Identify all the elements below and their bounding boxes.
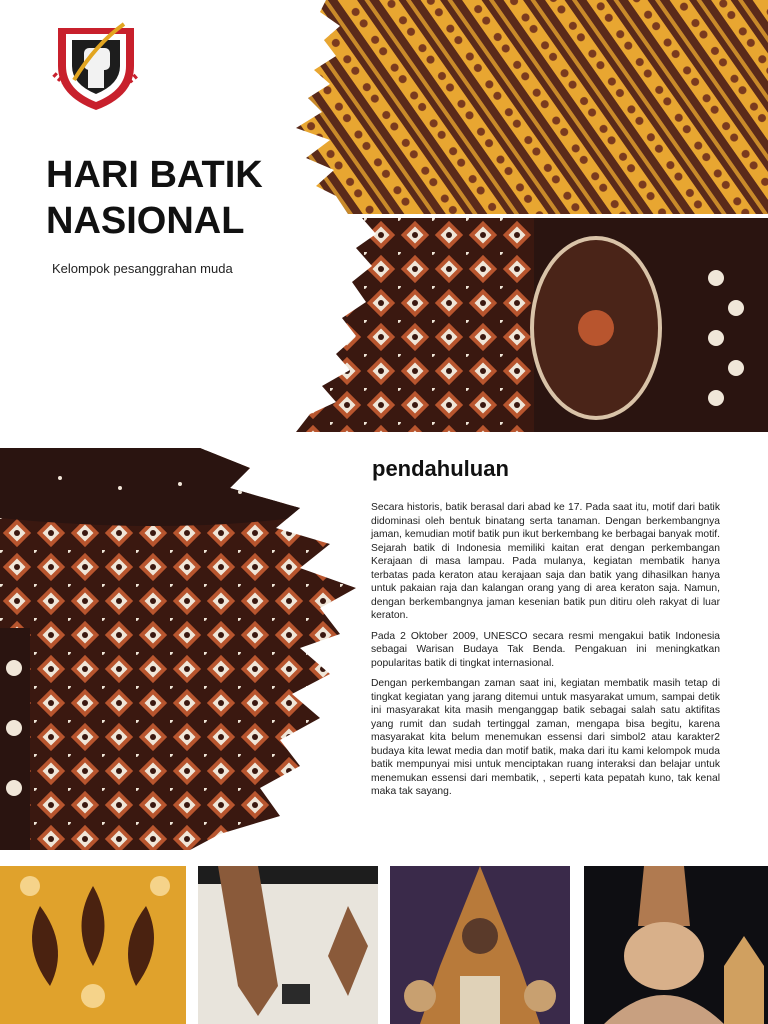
- batik-parang-image: [296, 0, 768, 214]
- page-title: [46, 152, 306, 244]
- paragraph: Dengan perkembangan zaman saat ini, kegiatan membatik masih tetap di tingkat kegiatan yang jarang ditemui untuk masyarakat umum, sampai detik ini masyarakat kita masih menganggap batik sebagai salah satu aktifitas yang rumit dan sudah tertinggal zaman, mengapa bisa begitu, karena masyarakat kita belum menemukan essensi dari simbol2 atau karakter2 budaya kita lewat media dan motif batik, maka dari itu kami kelompok muda batik mempunyai misi untuk menciptakan ruang interaksi dan belajar untuk menemukan essensi dari membatik, , seperti kata pepatah kuno, tak kenal maka tak sayang.: [371, 678, 720, 797]
- paragraph: Pada 2 Oktober 2009, UNESCO secara resmi mengakui batik Indonesia sebagai Warisan Budaya Tak Benda. Pengakuan ini meningkatkan popularitas batik di tingkat internasional.: [371, 630, 720, 669]
- page-subtitle: Kelompok pesanggrahan muda: [52, 261, 233, 276]
- wayang-art-photo: [390, 866, 570, 1024]
- title-line-1: HARI BATIK: [46, 154, 263, 196]
- batik-diamond-image: [296, 218, 768, 432]
- paragraph: Secara historis, batik berasal dari abad ke 17. Pada saat itu, motif dari batik didominasi oleh bentuk binatang serta tanaman. Dengan berkembangnya jaman, kemudian motif batik pun ikut berkembang ke berbagai banyak motif. Sejarah batik di Indonesia memiliki kaitan erat dengan perkembangan Kerajaan di masa lampau. Pada mulanya, kegiatan membatik hanya terbatas pada keraton atau kerajaan saja dan batik yang dihasilkan hanya untuk pakaian raja dan kalangan orang yang di area keraton saja. Namun, dengan berkembangnya jaman kesenian batik pun ditiru oleh rakyat di luar keraton.: [371, 502, 720, 621]
- batik-left-image: [0, 448, 360, 850]
- section-heading: pendahuluan: [372, 456, 509, 481]
- statue-night-photo: [584, 866, 768, 1024]
- title-line-2: NASIONAL: [46, 200, 245, 242]
- batik-motif-photo: [0, 866, 186, 1024]
- body-text: [371, 501, 720, 806]
- batik-making-photo: [198, 866, 378, 1024]
- fist-shield-logo-icon: [44, 14, 148, 118]
